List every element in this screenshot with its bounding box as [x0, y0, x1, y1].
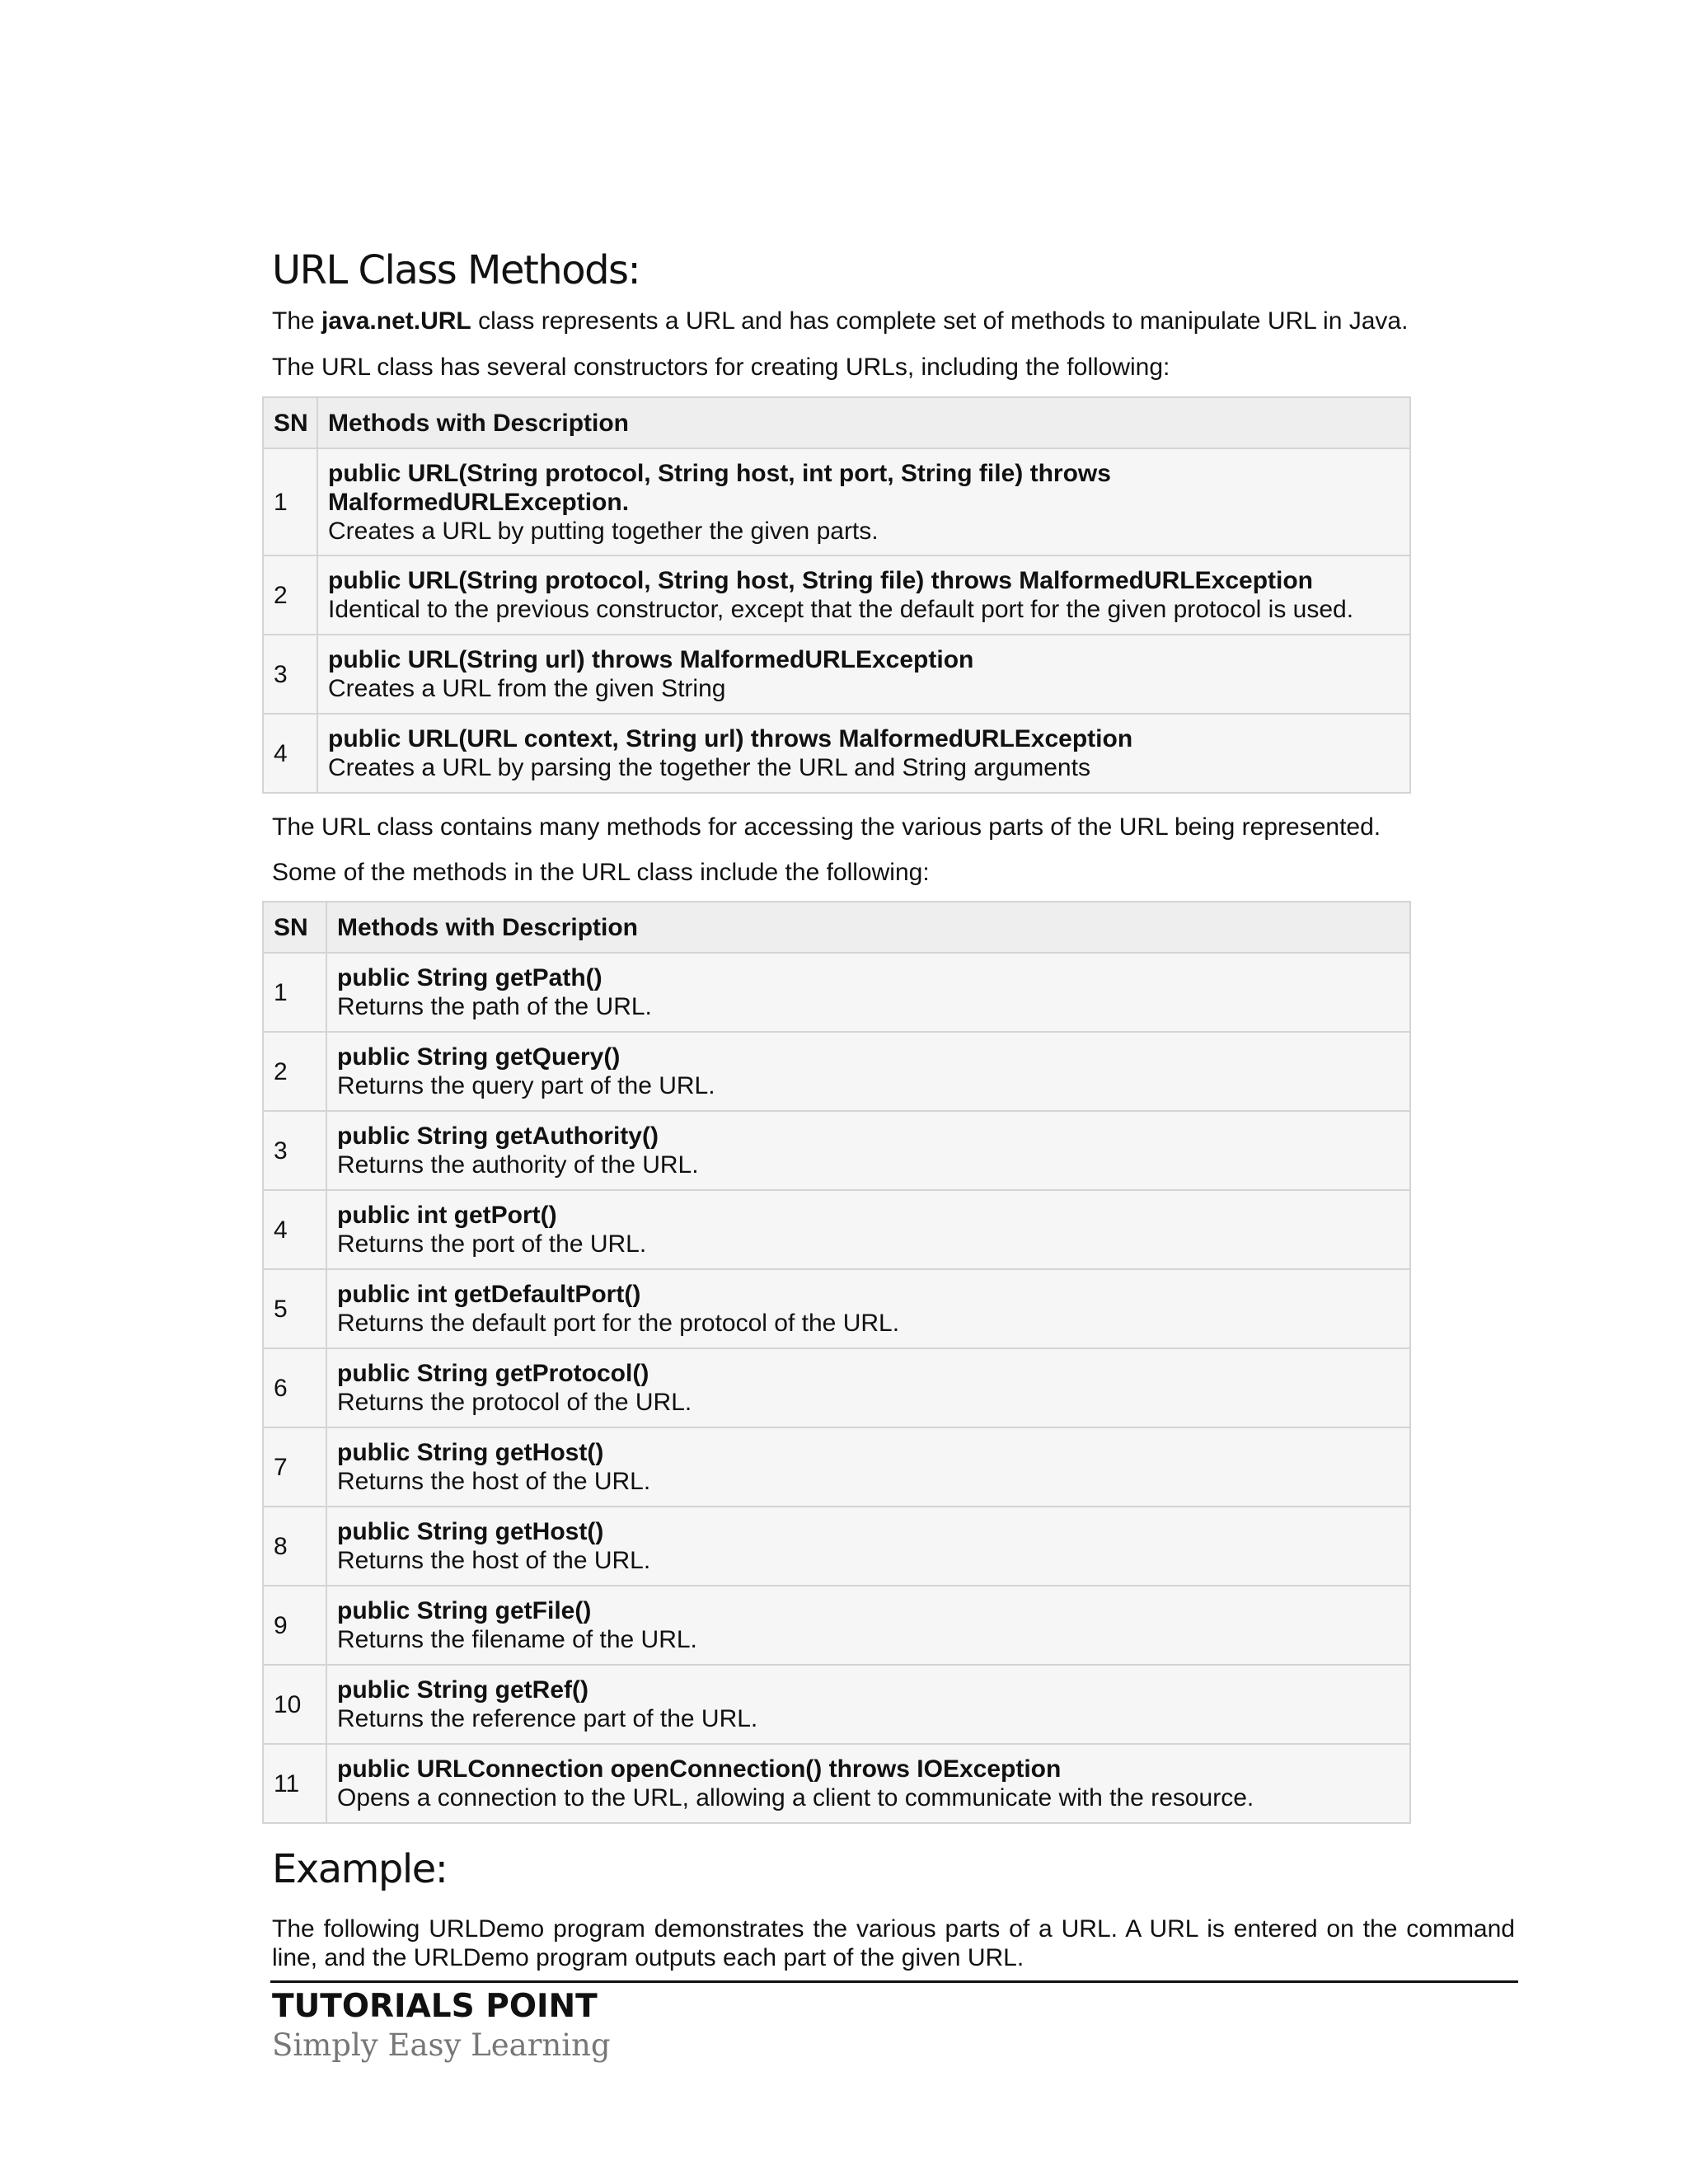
constructors-table: [262, 396, 1411, 794]
method-signature: public URL(URL context, String url) throws MalformedURLException: [328, 725, 1133, 752]
method-signature: public int getPort(): [337, 1202, 557, 1229]
row-method: [326, 1507, 1410, 1586]
row-sn: 2: [263, 555, 317, 635]
method-description: Identical to the previous constructor, except that the default port for the given protocol is used.: [328, 596, 1354, 623]
table-row: [263, 953, 1410, 1032]
intro-paragraph: [272, 307, 1408, 336]
method-signature: public URL(String protocol, String host, int port, String file) throws MalformedURLException.: [328, 459, 1111, 516]
row-method: [326, 1111, 1410, 1190]
methods-intro-1: The URL class contains many methods for accessing the various parts of the URL being represented.: [272, 813, 1381, 841]
method-signature: public String getFile(): [337, 1597, 592, 1624]
row-sn: 6: [263, 1348, 326, 1427]
row-sn: 8: [263, 1507, 326, 1586]
footer-brand: TUTORIALS POINT: [272, 1988, 598, 2025]
row-sn: 10: [263, 1665, 326, 1744]
table-row: [263, 1507, 1410, 1586]
method-signature: public int getDefaultPort(): [337, 1281, 641, 1308]
intro-class-name: java.net.URL: [321, 307, 471, 335]
constructors-intro: The URL class has several constructors for creating URLs, including the following:: [272, 354, 1170, 381]
section-heading: URL Class Methods:: [272, 247, 640, 293]
table-row: [263, 448, 1410, 555]
header-sn: SN: [263, 397, 317, 448]
footer-divider: [270, 1980, 1518, 1983]
table-row: [263, 1744, 1410, 1823]
row-method: [326, 1586, 1410, 1665]
intro-suffix: class represents a URL and has complete set of methods to manipulate URL in Java.: [471, 307, 1409, 335]
method-description: Opens a connection to the URL, allowing a client to communicate with the resource.: [337, 1784, 1254, 1811]
method-signature: public String getRef(): [337, 1676, 588, 1704]
method-description: Returns the host of the URL.: [337, 1468, 651, 1495]
method-description: Returns the authority of the URL.: [337, 1151, 699, 1179]
footer-tagline: Simply Easy Learning: [272, 2027, 611, 2063]
method-description: Returns the default port for the protocol of the URL.: [337, 1310, 900, 1337]
row-method: [317, 555, 1410, 635]
row-method: [326, 1269, 1410, 1348]
methods-intro-2: Some of the methods in the URL class include the following:: [272, 859, 930, 886]
row-method: [326, 953, 1410, 1032]
table-row: [263, 1348, 1410, 1427]
method-signature: public String getProtocol(): [337, 1360, 649, 1387]
table-row: [263, 1586, 1410, 1665]
table-header-row: [263, 902, 1410, 953]
table-row: [263, 1032, 1410, 1111]
row-method: [326, 1744, 1410, 1823]
method-signature: public String getHost(): [337, 1518, 604, 1545]
method-description: Returns the protocol of the URL.: [337, 1389, 692, 1416]
method-description: Returns the port of the URL.: [337, 1230, 647, 1258]
method-signature: public String getHost(): [337, 1439, 604, 1466]
row-sn: 2: [263, 1032, 326, 1111]
method-description: Creates a URL by parsing the together the URL and String arguments: [328, 754, 1090, 781]
methods-table: [262, 901, 1411, 1824]
method-description: Returns the filename of the URL.: [337, 1626, 697, 1653]
table-header-row: [263, 397, 1410, 448]
row-method: [326, 1190, 1410, 1269]
method-signature: public URL(String url) throws MalformedURLException: [328, 646, 974, 673]
table-row: [263, 1190, 1410, 1269]
row-method: [317, 448, 1410, 555]
row-sn: 1: [263, 448, 317, 555]
row-method: [326, 1348, 1410, 1427]
method-signature: public String getAuthority(): [337, 1122, 659, 1150]
header-methods: Methods with Description: [317, 397, 1410, 448]
header-methods: Methods with Description: [326, 902, 1410, 953]
table-row: [263, 555, 1410, 635]
table-row: [263, 714, 1410, 793]
method-signature: public URLConnection openConnection() throws IOException: [337, 1755, 1062, 1783]
method-signature: public URL(String protocol, String host, String file) throws MalformedURLException: [328, 567, 1313, 594]
row-sn: 3: [263, 1111, 326, 1190]
method-signature: public String getPath(): [337, 964, 603, 991]
row-method: [326, 1032, 1410, 1111]
row-method: [317, 635, 1410, 714]
row-sn: 1: [263, 953, 326, 1032]
method-description: Creates a URL by putting together the given parts.: [328, 517, 879, 545]
method-description: Creates a URL from the given String: [328, 675, 726, 702]
example-heading: Example:: [272, 1846, 448, 1892]
row-method: [317, 714, 1410, 793]
method-description: Returns the reference part of the URL.: [337, 1705, 758, 1732]
row-sn: 7: [263, 1427, 326, 1507]
example-paragraph: The following URLDemo program demonstrates the various parts of a URL. A URL is entered on the command line, and the URLDemo program outputs each part of the given URL.: [272, 1915, 1515, 1971]
method-description: Returns the host of the URL.: [337, 1547, 651, 1574]
table-row: [263, 1269, 1410, 1348]
row-sn: 4: [263, 1190, 326, 1269]
row-sn: 5: [263, 1269, 326, 1348]
row-sn: 11: [263, 1744, 326, 1823]
method-description: Returns the path of the URL.: [337, 993, 652, 1020]
row-sn: 9: [263, 1586, 326, 1665]
table-row: [263, 1665, 1410, 1744]
table-row: [263, 635, 1410, 714]
table-row: [263, 1111, 1410, 1190]
method-signature: public String getQuery(): [337, 1043, 621, 1071]
intro-prefix: The: [272, 307, 322, 335]
row-method: [326, 1427, 1410, 1507]
row-sn: 3: [263, 635, 317, 714]
row-method: [326, 1665, 1410, 1744]
method-description: Returns the query part of the URL.: [337, 1072, 715, 1099]
table-row: [263, 1427, 1410, 1507]
header-sn: SN: [263, 902, 326, 953]
row-sn: 4: [263, 714, 317, 793]
